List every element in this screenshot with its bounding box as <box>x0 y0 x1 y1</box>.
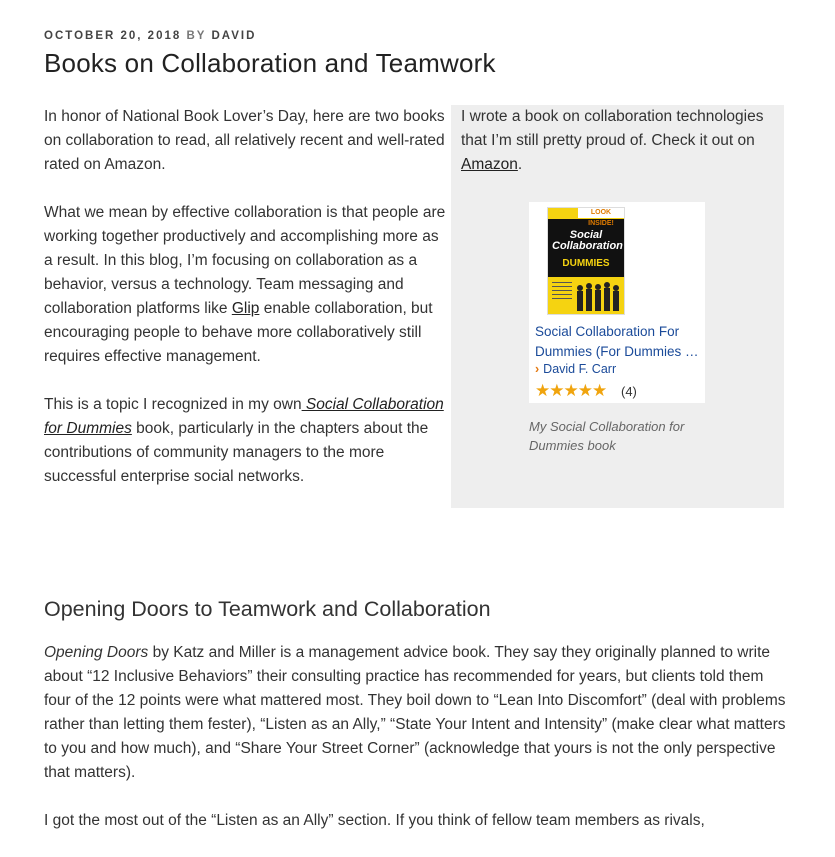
book-title-line-2[interactable]: Dummies (For Dummies … <box>535 344 699 359</box>
book-aside <box>451 105 784 508</box>
intro-p3-text: This is a topic I recognized in my own <box>44 396 302 413</box>
book-author-name[interactable]: David F. Carr <box>543 362 617 376</box>
intro-paragraph-1: In honor of National Book Lover’s Day, here are two books on collaboration to read, all relatively recent and well-rated rated on Amazon. <box>44 108 445 173</box>
section-paragraph-1 <box>44 641 789 785</box>
chevron-right-icon: › <box>535 362 540 376</box>
amazon-book-widget[interactable] <box>529 202 705 403</box>
cover-dummies-logo: DUMMIES <box>562 258 610 269</box>
star-rating-icon: ★★★★★ <box>535 381 607 400</box>
section-body <box>44 641 789 857</box>
image-caption: My Social Collaboration for Dummies book <box>529 419 685 453</box>
intro-p2-text: What we mean by effective collaboration is that people are working together productively and accomplishing more as a result. In this blog, I’m focusing on collaboration as a behavior, versus a technology. Team messaging and collaboration platforms like <box>44 204 446 317</box>
section-paragraph-2: I got the most out of the “Listen as an Ally” section. If you think of fellow team members as rivals, <box>44 812 705 829</box>
section-heading: Opening Doors to Teamwork and Collaboration <box>44 597 491 621</box>
intro-column <box>44 105 449 513</box>
post-date[interactable]: OCTOBER 20, 2018 <box>44 30 182 42</box>
post-by: BY <box>186 30 207 42</box>
aside-text <box>461 105 774 177</box>
amazon-link[interactable]: Amazon <box>461 156 518 173</box>
intro-paragraph-3 <box>44 393 449 489</box>
post-title: Books on Collaboration and Teamwork <box>44 48 496 78</box>
rating-count[interactable]: (4) <box>621 384 637 399</box>
aside-text-start: I wrote a book on collaboration technologies that I’m still pretty proud of. Check it out on <box>461 108 764 149</box>
intro-p3-text-end: book, particularly in the chapters about the contributions of community managers to the more successful enterprise social networks. <box>44 420 429 485</box>
book-link-text[interactable]: Social Collaboration for Dummies <box>44 396 444 437</box>
post-author[interactable]: DAVID <box>211 30 257 42</box>
book-author-link[interactable] <box>535 362 616 376</box>
intro-paragraph-2 <box>44 201 449 369</box>
cover-title: Social Collaboration <box>552 229 623 252</box>
aside-text-end: . <box>517 156 523 173</box>
book-cover-image[interactable] <box>547 207 625 315</box>
cover-text-lines <box>552 282 572 302</box>
intro-p2-text-end: enable collaboration, but encouraging people to behave more collaboratively still requires effective management. <box>44 300 433 365</box>
post-meta <box>44 30 256 42</box>
glip-link[interactable]: Glip <box>231 300 260 317</box>
book-title-emphasis: Opening Doors <box>44 644 149 661</box>
look-inside-badge: LOOK INSIDE! <box>578 207 624 218</box>
book-title-link[interactable] <box>535 322 703 362</box>
book-title-line-1[interactable]: Social Collaboration For <box>535 324 680 339</box>
section-p1-text: by Katz and Miller is a management advice book. They say they originally planned to write about “12 Inclusive Behaviors” their consulting practice has recommended for years, but clients told them four of the 12 points were what mattered most. They boil down to “Lean Into Discomfort” (deal with problems rather than letting them fester), “Listen as an Ally,” “State Your Intent and Intensity” (make clear what matters to you and how much), and “Share Your Street Corner” (acknowledge that yours is not the only perspective that matters). <box>44 644 786 781</box>
people-silhouette-icon <box>574 278 624 314</box>
